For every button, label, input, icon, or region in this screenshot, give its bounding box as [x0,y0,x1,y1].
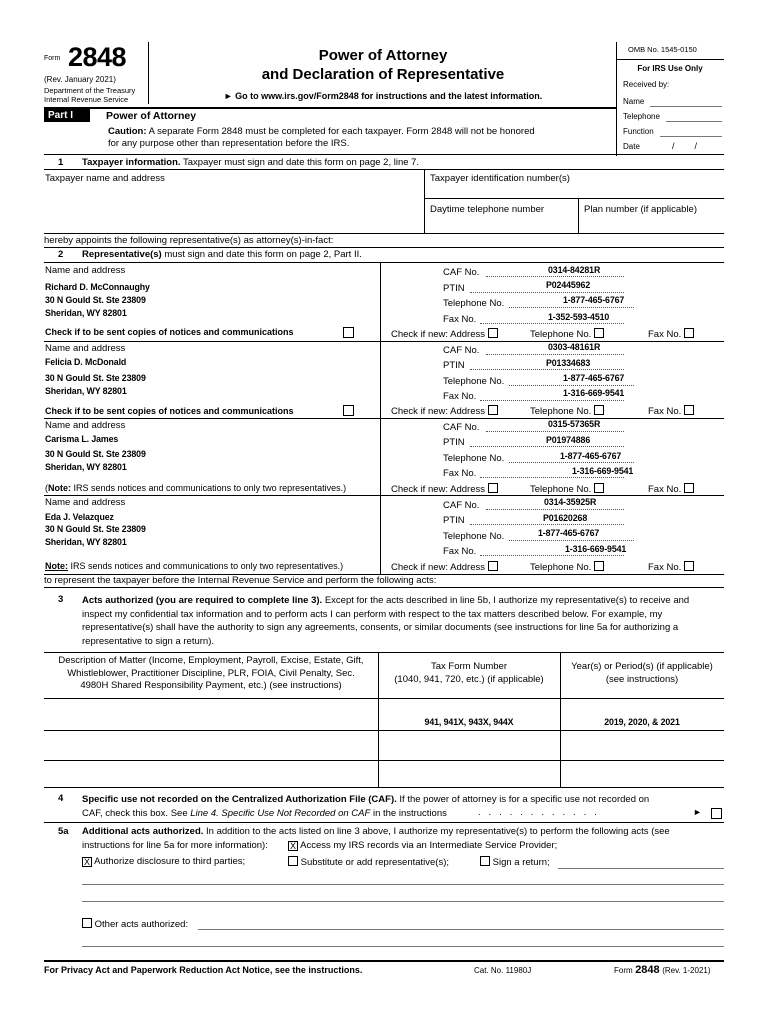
rep3-addr1: 30 N Gould St. Ste 23809 [45,449,146,459]
rep1-ptin: P02445962 [546,280,591,290]
form-title-2: and Declaration of Representative [261,66,505,83]
rep2-caf: 0303-48161R [548,342,601,352]
line2-header [82,249,362,260]
rep1-check-new [391,328,498,340]
rep3-new-address-checkbox[interactable] [488,483,498,493]
rep2-tel: 1-877-465-6767 [563,373,625,383]
rep4-new-tel-checkbox[interactable] [594,561,604,571]
rep3-tel-label: Telephone No. [443,453,505,464]
goto-instructions: ► Go to www.irs.gov/Form2848 for instructions and the latest information. [223,91,543,101]
rep2-tel-label: Telephone No. [443,376,505,387]
line3-line2: inspect my confidential tax information and to perform acts I can perform with respect to the tax matters described below. For example, my [82,608,663,620]
line3-text [82,594,724,648]
sign-return-checkbox[interactable] [480,856,490,866]
line5a-num: 5a [58,826,69,837]
rep1-addr1: 30 N Gould St. Ste 23809 [45,295,146,305]
rep2-addr2: Sheridan, WY 82801 [45,386,127,396]
rep4-note [45,561,343,571]
substitute-option [288,856,449,868]
rep3-caf-label: CAF No. [443,422,480,433]
access-records-label: Access my IRS records via an Intermediate Service Provider; [300,840,558,851]
omb-number: OMB No. 1545-0150 [628,45,697,54]
rep1-name: Richard D. McConnaughy [45,282,150,292]
taxpayer-name-address-label: Taxpayer name and address [45,173,165,184]
rep3-tel: 1-877-465-6767 [560,451,622,461]
rep1-new-tel [530,328,604,340]
line4-line2 [82,807,724,821]
disclosure-label: Authorize disclosure to third parties; [94,856,246,867]
matter-header-line2: Whistleblower, Practitioner Discipline, PLR, FOIA, Civil Penalty, Sec. [67,667,355,679]
rep2-check-copies-label: Check if to be sent copies of notices and communications [45,406,294,416]
rep3-new-fax-label: Fax No. [648,484,682,495]
sign-return-option [480,856,550,868]
line4-italic: Line 4. Specific Use Not Recorded on CAF [190,808,371,819]
rep3-new-fax [648,483,694,495]
cat-number: Cat. No. 11980J [474,966,532,975]
rep4-new-address-label: Check if new: Address [391,562,485,573]
rep2-new-address-label: Check if new: Address [391,406,485,417]
rep2-new-tel-checkbox[interactable] [594,405,604,415]
rep1-new-tel-label: Telephone No. [530,329,592,340]
line2-bold: Representative(s) [82,249,162,260]
rep1-new-fax-label: Fax No. [648,329,682,340]
form-revision: (Rev. January 2021) [44,75,116,84]
substitute-checkbox[interactable] [288,856,298,866]
tax-form-column-header [378,660,560,686]
rep2-new-tel-label: Telephone No. [530,406,592,417]
rep3-caf: 0315-57365R [548,419,601,429]
rep4-ptin: P01620268 [543,513,588,523]
years-header-line2: (see instructions) [605,674,679,685]
rep2-new-fax-label: Fax No. [648,406,682,417]
rep4-new-tel [530,561,604,573]
rep4-fax: 1-316-669-9541 [565,544,627,554]
irs-date-slashes: / / [672,141,698,151]
received-by: Received by: [623,80,670,89]
caution-body: A separate Form 2848 must be completed for each taxpayer. Form 2848 will not be honored [146,126,535,137]
rep4-caf-label: CAF No. [443,500,480,511]
line3-line1 [82,594,724,608]
rep3-ptin: P01974886 [546,435,591,445]
part-i-label: Part I [44,109,90,122]
rep1-copies-checkbox[interactable] [343,327,354,338]
sign-return-label: Sign a return; [492,857,550,868]
rep4-name-address-label: Name and address [45,497,126,508]
rep2-ptin: P01334683 [546,358,591,368]
line4-num: 4 [58,793,64,804]
rep4-new-fax [648,561,694,573]
access-records-checkbox[interactable]: X [289,841,296,851]
rep1-fax: 1-352-593-4510 [548,312,610,322]
line5a-text2: instructions for line 5a for more information): [82,840,268,851]
rep2-ptin-label: PTIN [443,360,465,371]
rep1-caf-label: CAF No. [443,267,480,278]
rep3-fax: 1-316-669-9541 [572,466,634,476]
line4-leader-dots: . . . . . . . . . . . . [478,807,597,818]
form-number: 2848 [68,42,127,72]
disclosure-checkbox[interactable]: X [83,857,90,867]
rep1-check-copies-label: Check if to be sent copies of notices and communications [45,327,294,337]
line5a-text1: In addition to the acts listed on line 3 above, I authorize my representative(s) to perform the following acts (see [203,826,670,837]
taxpayer-tin-label: Taxpayer identification number(s) [430,173,570,184]
rep4-new-tel-label: Telephone No. [530,562,592,573]
substitute-label: Substitute or add representative(s); [300,857,450,868]
rep2-check-new [391,405,498,417]
rep4-new-address-checkbox[interactable] [488,561,498,571]
line5a-bold: Additional acts authorized. [82,826,204,837]
rep4-fax-label: Fax No. [443,546,477,557]
rep2-caf-label: CAF No. [443,345,480,356]
rep1-new-address-label: Check if new: Address [391,329,485,340]
rep2-copies-checkbox[interactable] [343,405,354,416]
line1-bold: Taxpayer information. [82,157,181,168]
line4-text1: If the power of attorney is for a specific use not recorded on [396,794,650,805]
rep3-new-tel [530,483,604,495]
line3-line3: representative(s) shall have the authority to sign any agreements, consents, or similar documents (see instructions for line 5a for authorizing a [82,622,679,633]
rep2-new-tel [530,405,604,417]
rep2-addr1: 30 N Gould St. Ste 23809 [45,373,146,383]
rep3-fax-label: Fax No. [443,468,477,479]
disclosure-option [82,856,245,867]
rep4-name: Eda J. Velazquez [45,512,114,522]
line3-text1: Except for the acts described in line 5b, I authorize my representative(s) to receive and [322,595,690,606]
tax-form-header-line2: (1040, 941, 720, etc.) (if applicable) [394,674,544,685]
rep2-fax: 1-316-669-9541 [563,388,625,398]
rep1-new-address-checkbox[interactable] [488,328,498,338]
rep2-name: Felicia D. McDonald [45,357,127,367]
dept-line2: Internal Revenue Service [44,95,129,104]
rep2-name-address-label: Name and address [45,343,126,354]
caution-bold: Caution: [108,126,147,137]
rep3-check-new [391,483,498,495]
line4-text [82,793,724,821]
rep3-ptin-label: PTIN [443,437,465,448]
privacy-notice: For Privacy Act and Paperwork Reduction Act Notice, see the instructions. [44,965,363,975]
rep4-addr2: Sheridan, WY 82801 [45,537,127,547]
line2-num: 2 [58,249,64,260]
appoints-text: hereby appoints the following representative(s) as attorney(s)-in-fact: [44,235,334,246]
footer-form-id [614,964,711,976]
line1-text: Taxpayer must sign and date this form on page 2, line 7. [180,157,420,168]
tax-form-header-line1: Tax Form Number [430,661,507,672]
line4-checkbox[interactable] [711,808,722,819]
line2-text: must sign and date this form on page 2, Part II. [161,249,362,260]
rep1-new-tel-checkbox[interactable] [594,328,604,338]
caution-text [108,126,535,137]
line3-line4: representative to sign a return). [82,635,215,647]
rep2-new-fax [648,405,694,417]
irs-function-label: Function [623,127,654,136]
rep2-new-fax-checkbox[interactable] [684,405,694,415]
line4-line1 [82,793,724,807]
rep1-new-fax [648,328,694,340]
irs-name-label: Name [623,97,645,106]
rep1-new-fax-checkbox[interactable] [684,328,694,338]
rep3-new-tel-checkbox[interactable] [594,483,604,493]
rep4-tel: 1-877-465-6767 [538,528,600,538]
rep4-new-fax-label: Fax No. [648,562,682,573]
irs-use-only: For IRS Use Only [637,64,703,73]
form-word: Form [44,55,61,62]
rep3-name-address-label: Name and address [45,420,126,431]
matter-column-header [44,655,378,693]
irs-date-label: Date [623,142,640,151]
rep4-caf: 0314-35925R [544,497,597,507]
rep4-ptin-label: PTIN [443,515,465,526]
other-acts-checkbox[interactable] [82,918,92,928]
footer-form-rev: (Rev. 1-2021) [662,966,711,975]
rep3-note-paren: ( [45,483,48,493]
rep3-note-text: IRS sends notices and communications to only two representatives.) [71,483,347,493]
rep4-tel-label: Telephone No. [443,531,505,542]
form-title-1: Power of Attorney [318,47,448,64]
line3-num: 3 [58,594,64,605]
represent-text: to represent the taxpayer before the Internal Revenue Service and perform the following acts: [44,575,437,586]
line3-bold: Acts authorized (you are required to complete line 3). [82,595,323,606]
other-acts-label: Other acts authorized: [94,919,189,930]
rep1-tel: 1-877-465-6767 [563,295,625,305]
footer-form-word: Form [614,966,633,975]
rep1-name-address-label: Name and address [45,265,126,276]
rep3-new-tel-label: Telephone No. [530,484,592,495]
line4-text2: CAF, check this box. See [82,808,191,819]
row1-tax-form: 941, 941X, 943X, 944X [424,717,514,727]
row1-years: 2019, 2020, & 2021 [604,717,680,727]
line4-arrow: ► [693,807,702,817]
rep1-tel-label: Telephone No. [443,298,505,309]
rep1-fax-label: Fax No. [443,314,477,325]
matter-header-line3: 4980H Shared Responsibility Payment, etc.) (see instructions) [80,680,342,691]
line4-bold: Specific use not recorded on the Centralized Authorization File (CAF). [82,794,397,805]
rep4-note-bold: Note: [45,561,68,571]
rep2-new-address-checkbox[interactable] [488,405,498,415]
dept-line1: Department of the Treasury [44,86,136,95]
rep3-name: Carisma L. James [45,434,119,444]
rep3-note-bold: Note: [48,483,71,493]
line1-num: 1 [58,157,64,168]
irs-telephone-label: Telephone [623,112,660,121]
rep3-addr2: Sheridan, WY 82801 [45,462,127,472]
line4-text3: in the instructions [370,808,447,819]
rep1-ptin-label: PTIN [443,283,465,294]
years-header-line1: Year(s) or Period(s) (if applicable) [571,661,713,672]
years-column-header [560,660,724,686]
other-acts-option [82,918,188,930]
caution-text-2: for any purpose other than representation before the IRS. [108,138,350,149]
rep3-new-address-label: Check if new: Address [391,484,485,495]
rep4-addr1: 30 N Gould St. Ste 23809 [45,524,146,534]
access-records-option [288,840,557,851]
matter-header-line1: Description of Matter (Income, Employment, Payroll, Excise, Estate, Gift, [58,655,364,666]
rep4-note-text: IRS sends notices and communications to only two representatives.) [68,561,344,571]
plan-number-label: Plan number (if applicable) [584,204,698,215]
footer-form-number: 2848 [635,964,660,976]
rep3-new-fax-checkbox[interactable] [684,483,694,493]
line5a-line1 [82,826,724,837]
rep2-fax-label: Fax No. [443,391,477,402]
rep1-addr2: Sheridan, WY 82801 [45,308,127,318]
line1-header [82,157,419,168]
rep4-check-new [391,561,498,573]
rep4-new-fax-checkbox[interactable] [684,561,694,571]
part-i-title: Power of Attorney [106,110,197,122]
rep3-note [45,483,346,493]
daytime-phone-label: Daytime telephone number [430,204,545,215]
rep1-caf: 0314-84281R [548,265,601,275]
